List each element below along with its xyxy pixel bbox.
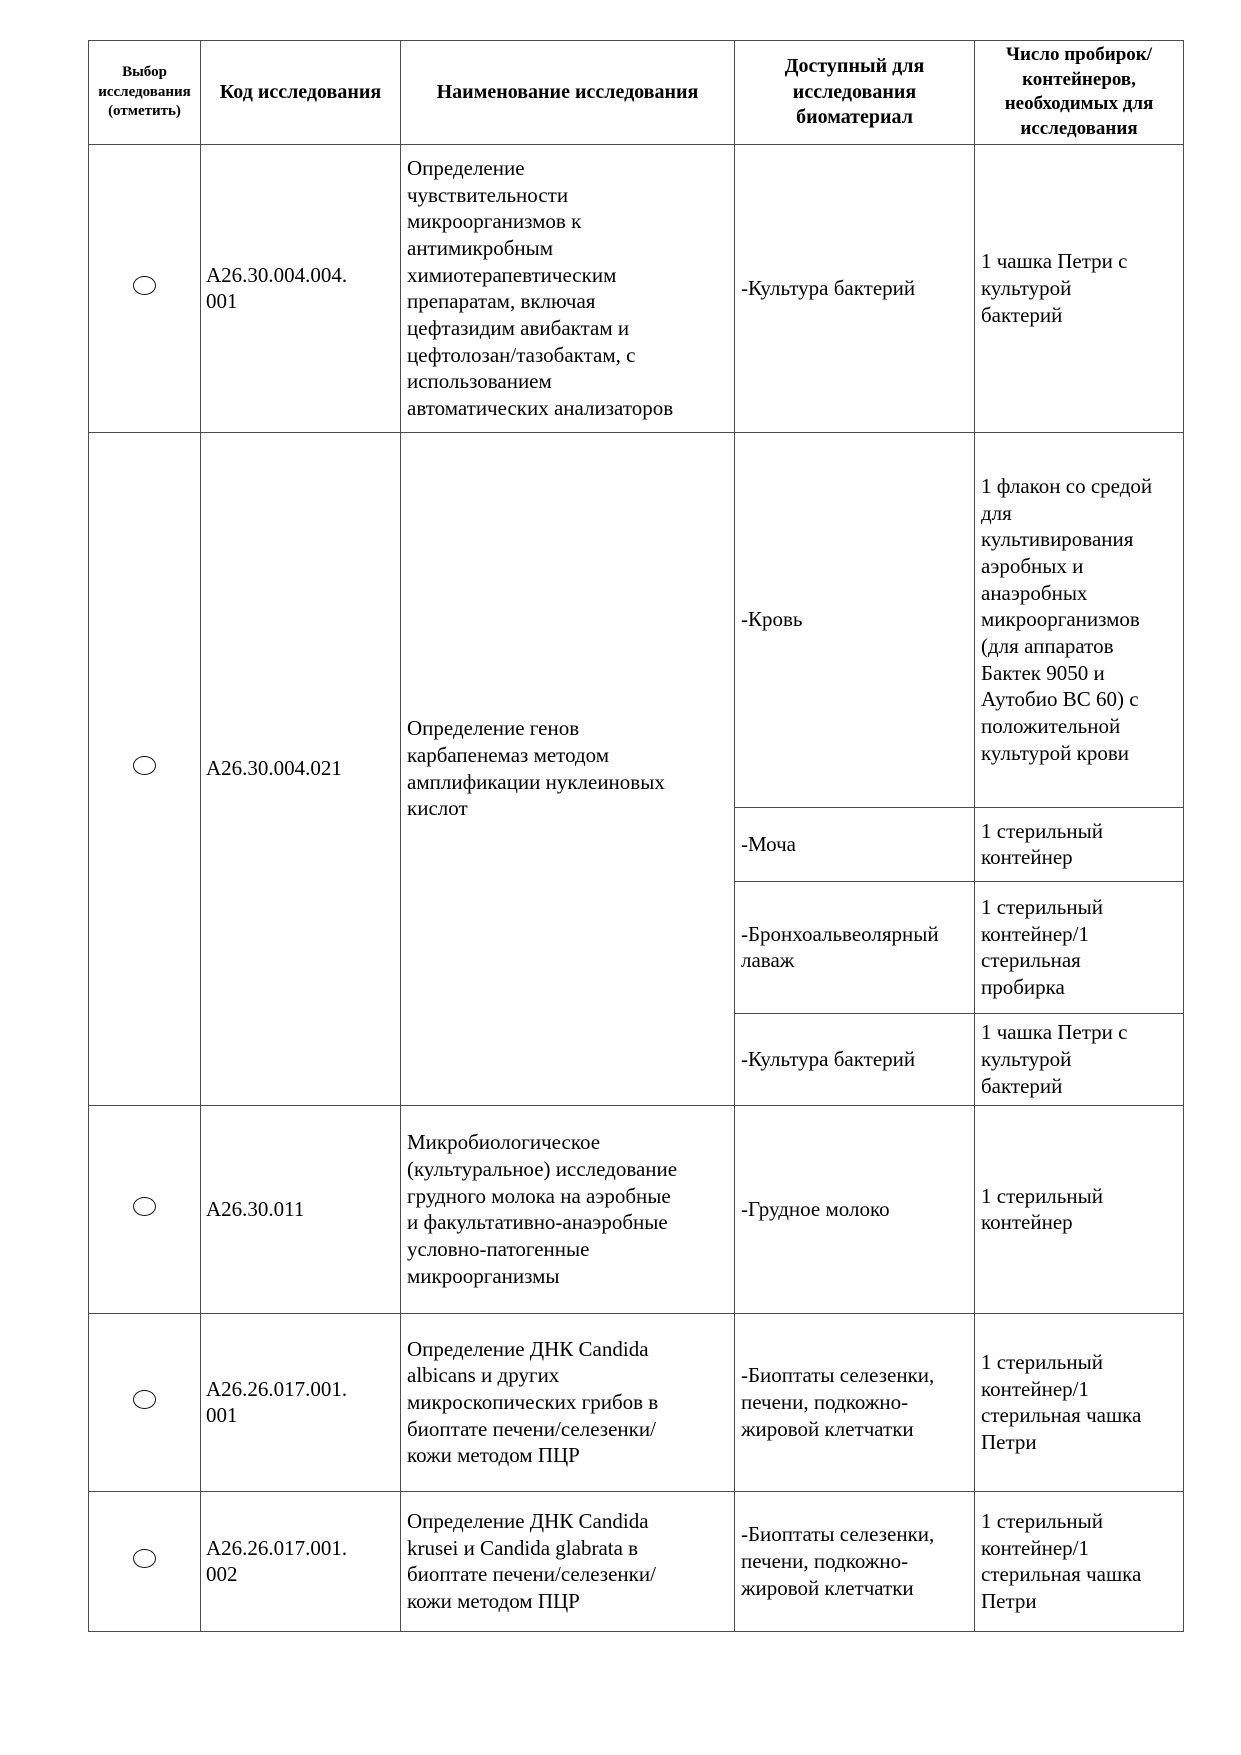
name-cell: Определение ДНК Candida albicans и других микроскопических грибов в биоптате печени/селезенки/кожи методом ПЦР: [401, 1313, 735, 1491]
select-cell: [89, 144, 201, 432]
code-cell: A26.30.011: [201, 1105, 401, 1313]
name-cell: Определение чувствительности микроорганизмов к антимикробным химиотерапевтическим препаратам, включая цефтазидим авибактам и цефтолозан/тазобактам, с использованием автоматических анализаторов: [401, 144, 735, 432]
biomaterial-cell: -Грудное молоко: [735, 1105, 975, 1313]
name-cell: Определение ДНК Candida krusei и Candida glabrata в биоптате печени/селезенки/кожи методом ПЦР: [401, 1491, 735, 1631]
table-row: [89, 1491, 1184, 1631]
header-containers-column: Число пробирок/контейнеров, необходимых для исследования: [975, 41, 1184, 145]
containers-cell: 1 стерильный контейнер: [975, 1105, 1184, 1313]
select-cell: [89, 1105, 201, 1313]
code-cell: A26.26.017.001.002: [201, 1491, 401, 1631]
biomaterial-cell: -Биоптаты селезенки, печени, подкожно-жировой клетчатки: [735, 1491, 975, 1631]
containers-cell: 1 стерильный контейнер/1 стерильная чашка Петри: [975, 1491, 1184, 1631]
select-cell: [89, 432, 201, 1105]
header-select-column: Выбор исследования (отметить): [89, 41, 201, 145]
header-code-column: Код исследования: [201, 41, 401, 145]
biomaterial-cell: -Биоптаты селезенки, печени, подкожно-жировой клетчатки: [735, 1313, 975, 1491]
code-cell: A26.26.017.001.001: [201, 1313, 401, 1491]
biomaterial-cell: -Культура бактерий: [735, 144, 975, 432]
table-row: [89, 1313, 1184, 1491]
lab-tests-table: [88, 40, 1184, 1632]
header-biomaterial-column: Доступный для исследования биоматериал: [735, 41, 975, 145]
select-cell: [89, 1491, 201, 1631]
table-row: [89, 144, 1184, 432]
name-cell: Микробиологическое (культуральное) исследование грудного молока на аэробные и факультативно-анаэробные условно-патогенные микроорганизмы: [401, 1105, 735, 1313]
select-radio[interactable]: [133, 1549, 156, 1568]
containers-cell: 1 флакон со средой для культивирования аэробных и анаэробных микроорганизмов (для аппаратов Бактек 9050 и Аутобио ВС 60) с положительной культурой крови: [975, 432, 1184, 807]
code-cell: A26.30.004.021: [201, 432, 401, 1105]
containers-cell: 1 стерильный контейнер: [975, 807, 1184, 881]
containers-cell: 1 стерильный контейнер/1 стерильная чашка Петри: [975, 1313, 1184, 1491]
header-name-column: Наименование исследования: [401, 41, 735, 145]
biomaterial-cell: -Моча: [735, 807, 975, 881]
containers-cell: 1 чашка Петри с культурой бактерий: [975, 144, 1184, 432]
containers-cell: 1 стерильный контейнер/1 стерильная пробирка: [975, 881, 1184, 1013]
select-radio[interactable]: [133, 1390, 156, 1409]
biomaterial-cell: -Кровь: [735, 432, 975, 807]
select-radio[interactable]: [133, 756, 156, 775]
biomaterial-cell: -Бронхоальвеолярный лаваж: [735, 881, 975, 1013]
name-cell: Определение генов карбапенемаз методом амплификации нуклеиновых кислот: [401, 432, 735, 1105]
code-cell: A26.30.004.004.001: [201, 144, 401, 432]
table-header-row: [89, 41, 1184, 145]
containers-cell: 1 чашка Петри с культурой бактерий: [975, 1013, 1184, 1105]
table-row: [89, 1105, 1184, 1313]
select-radio[interactable]: [133, 1197, 156, 1216]
select-cell: [89, 1313, 201, 1491]
biomaterial-cell: -Культура бактерий: [735, 1013, 975, 1105]
table-row: [89, 432, 1184, 807]
select-radio[interactable]: [133, 276, 156, 295]
